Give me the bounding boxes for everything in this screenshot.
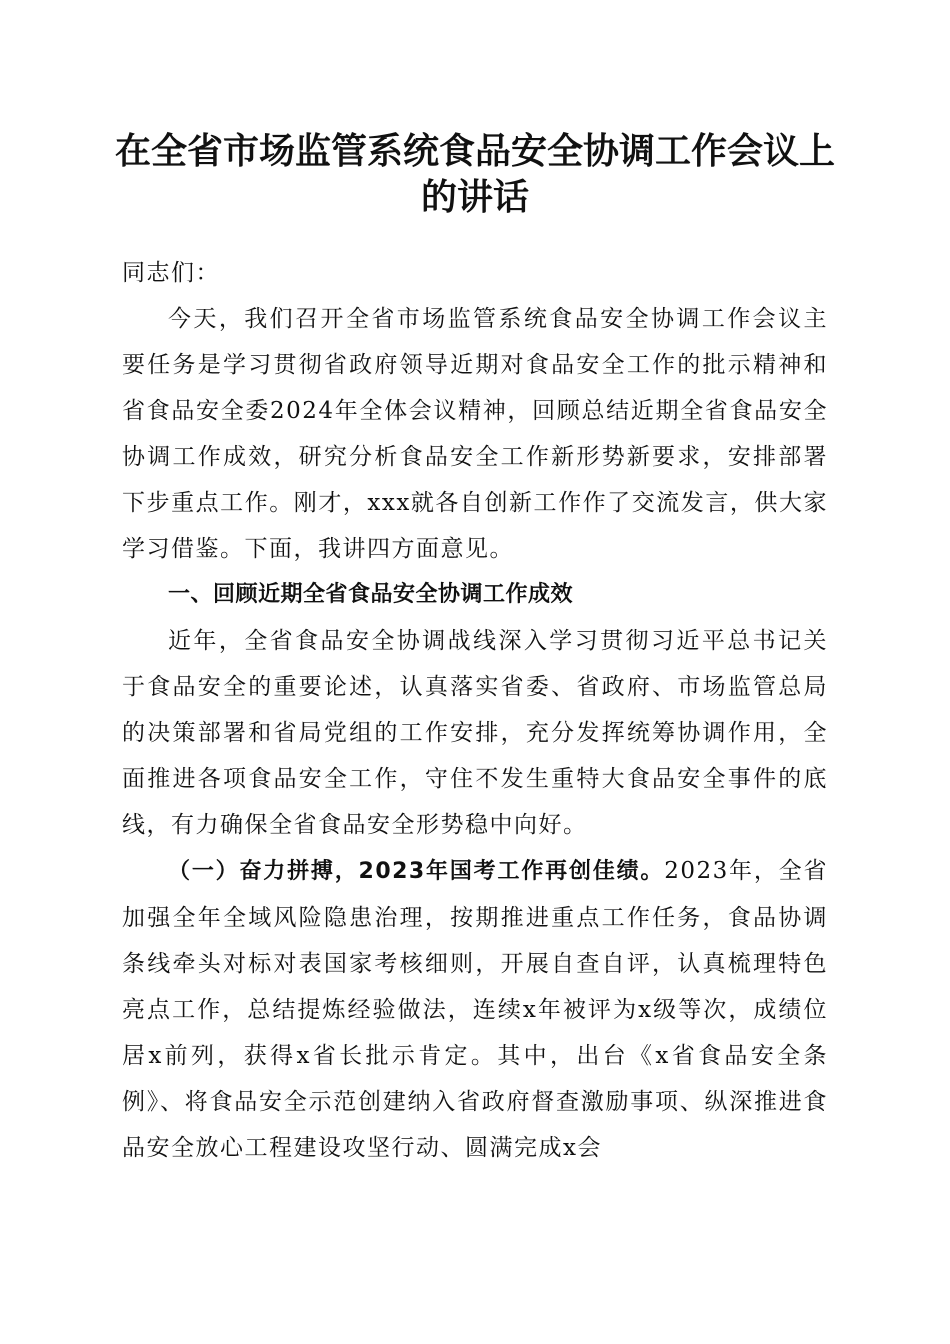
subsection-1-text: 2023年，全省加强全年全域风险隐患治理，按期推进重点工作任务，食品协调条线牵头对标对表国家考核细则，开展自查自评，认真梳理特色亮点工作，总结提炼经验做法，连续x年被评为x级等次，成绩位居x前列，获得x省长批示肯定。其中，出台《x省食品安全条例》、将食品安全示范创建纳入省政府督查激励事项、纵深推进食品安全放心工程建设攻坚行动、圆满完成x会 bbox=[122, 858, 828, 1161]
subsection-1-heading: （一）奋力拼搏，2023年国考工作再创佳绩。 bbox=[168, 859, 665, 884]
section-1-paragraph: 近年，全省食品安全协调战线深入学习贯彻习近平总书记关于食品安全的重要论述，认真落实省委、省政府、市场监管总局的决策部署和省局党组的工作安排，充分发挥统筹协调作用，全面推进各项食品安全工作，守住不发生重特大食品安全事件的底线，有力确保全省食品安全形势稳中向好。 bbox=[122, 628, 828, 838]
section-heading-1: 一、回顾近期全省食品安全协调工作成效 bbox=[168, 582, 574, 607]
title-line-1: 在全省市场监管系统食品安全协调工作会议上 bbox=[114, 130, 835, 172]
subsection-1-paragraph bbox=[122, 848, 828, 1171]
document-title bbox=[100, 128, 850, 220]
title-line-2: 的讲话 bbox=[420, 176, 529, 218]
intro-paragraph: 今天，我们召开全省市场监管系统食品安全协调工作会议主要任务是学习贯彻省政府领导近期对食品安全工作的批示精神和省食品安全委2024年全体会议精神，回顾总结近期全省食品安全协调工作成效，研究分析食品安全工作新形势新要求，安排部署下步重点工作。刚才，xxx就各自创新工作作了交流发言，供大家学习借鉴。下面，我讲四方面意见。 bbox=[122, 306, 828, 562]
document-body bbox=[122, 250, 828, 1171]
salutation: 同志们： bbox=[122, 260, 220, 286]
